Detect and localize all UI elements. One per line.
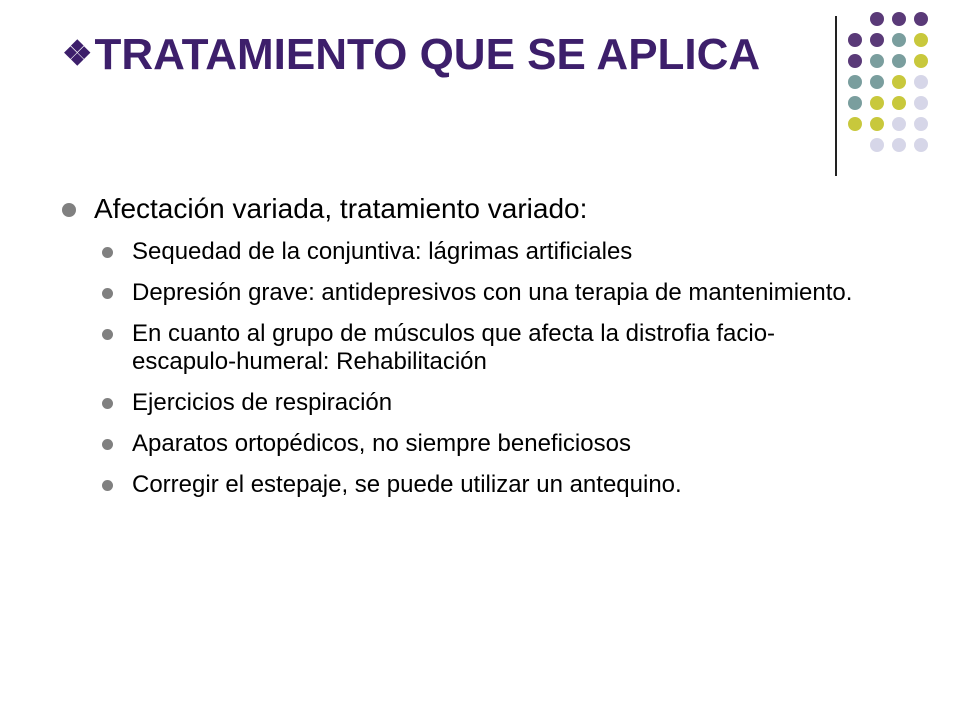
sub-bullet-text: En cuanto al grupo de músculos que afecta la distrofia facio-escapulo-humeral: Rehabilitación: [132, 320, 776, 375]
decorative-dot: [914, 96, 928, 110]
slide-title: [62, 26, 802, 83]
decorative-dot: [870, 138, 884, 152]
decorative-dot: [914, 33, 928, 47]
sub-bullet-item: [132, 279, 872, 307]
decorative-dot: [848, 54, 862, 68]
decorative-dot: [892, 54, 906, 68]
sub-bullet-text: Aparatos ortopédicos, no siempre beneficiosos: [132, 430, 631, 457]
diamond-bullet-icon: ❖: [62, 35, 93, 73]
decorative-dot: [914, 117, 928, 131]
decorative-dot: [914, 12, 928, 26]
bullet-dot-icon: [102, 439, 113, 450]
decorative-dot: [848, 117, 862, 131]
decorative-dot: [914, 75, 928, 89]
decorative-dot: [914, 54, 928, 68]
decorative-dot: [870, 54, 884, 68]
decorative-dot: [870, 12, 884, 26]
decorative-dot: [914, 138, 928, 152]
main-bullet-text: Afectación variada, tratamiento variado:: [94, 193, 588, 224]
sub-bullet-text: Sequedad de la conjuntiva: lágrimas artificiales: [132, 238, 633, 265]
slide-title-text: TRATAMIENTO QUE SE APLICA: [94, 30, 761, 79]
decorative-dot: [870, 117, 884, 131]
decorative-dot: [848, 96, 862, 110]
decorative-dot: [892, 75, 906, 89]
decorative-dot: [892, 117, 906, 131]
vertical-divider: [835, 16, 837, 176]
decorative-dot: [892, 138, 906, 152]
decorative-dot: [848, 75, 862, 89]
decorative-dot: [870, 96, 884, 110]
bullet-dot-icon: [102, 329, 113, 340]
sub-bullet-item: [132, 320, 872, 376]
decorative-dot: [870, 75, 884, 89]
sub-bullet-text: Ejercicios de respiración: [132, 389, 393, 416]
bullet-dot-icon: [102, 398, 113, 409]
sub-bullet-item: [132, 430, 872, 458]
sub-bullet-text: Corregir el estepaje, se puede utilizar un antequino.: [132, 471, 682, 498]
sub-bullet-list: [132, 238, 872, 512]
sub-bullet-item: [132, 238, 872, 266]
decorative-dot: [870, 33, 884, 47]
sub-bullet-text: Depresión grave: antidepresivos con una terapia de mantenimiento.: [132, 279, 853, 306]
bullet-dot-icon: [102, 288, 113, 299]
decorative-dot: [892, 12, 906, 26]
bullet-dot-icon: [62, 203, 76, 217]
decorative-dot: [892, 33, 906, 47]
decorative-dot: [892, 96, 906, 110]
sub-bullet-item: [132, 471, 872, 499]
bullet-dot-icon: [102, 480, 113, 491]
sub-bullet-item: [132, 389, 872, 417]
decorative-dot: [848, 33, 862, 47]
bullet-dot-icon: [102, 247, 113, 258]
